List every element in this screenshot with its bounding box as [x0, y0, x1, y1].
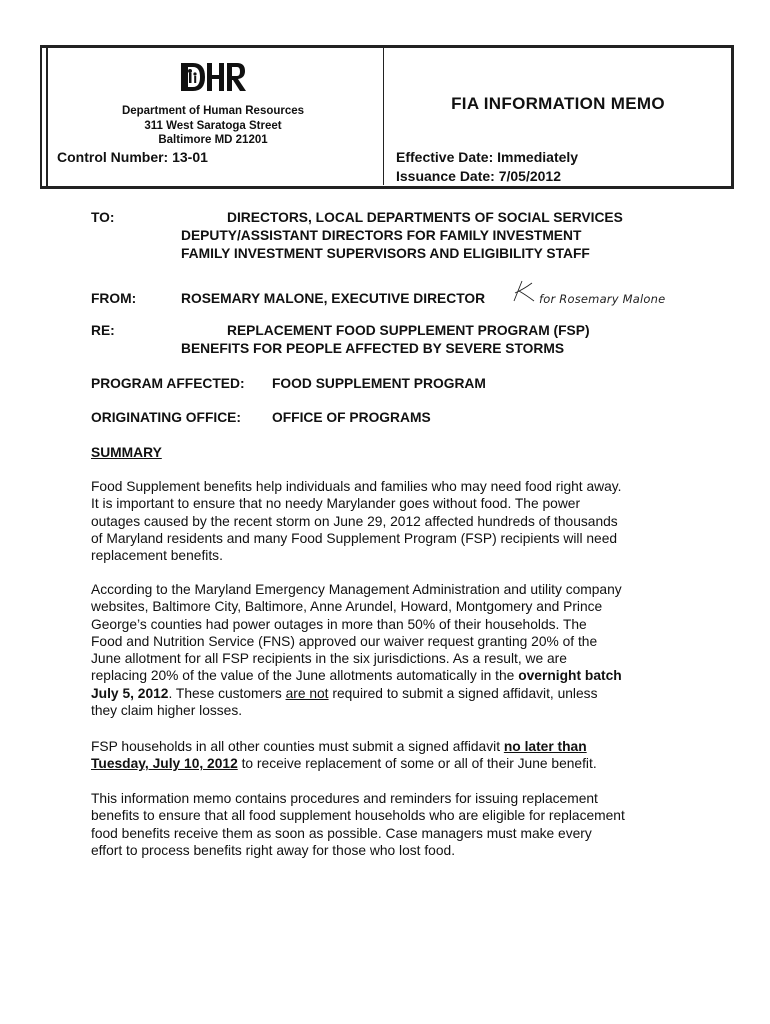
- re-label: RE:: [91, 323, 115, 338]
- header-divider: [383, 45, 384, 185]
- re-value: [181, 322, 590, 358]
- emphasis-deadline-date: Tuesday, July 10, 2012: [91, 756, 238, 772]
- to-line: DIRECTORS, LOCAL DEPARTMENTS OF SOCIAL SERVICES: [227, 210, 623, 225]
- signature-initial-icon: [510, 279, 538, 303]
- paragraph-line: effort to process benefits right away for those who lost food.: [91, 842, 456, 858]
- paragraph-line: websites, Baltimore City, Baltimore, Anne Arundel, Howard, Montgomery and Prince: [91, 599, 603, 615]
- paragraph-line: [91, 685, 691, 702]
- effective-date: Effective Date: Immediately: [396, 149, 579, 165]
- paragraph-line: This information memo contains procedures and reminders for issuing replacement: [91, 791, 598, 806]
- emphasis-july-5: July 5, 2012: [91, 685, 169, 701]
- paragraph-line: [91, 738, 691, 755]
- summary-heading: SUMMARY: [91, 445, 162, 460]
- paragraph-line: [91, 755, 691, 772]
- text-run: replacing 20% of the value of the June allotments automatically in the: [91, 668, 519, 684]
- program-affected-value: FOOD SUPPLEMENT PROGRAM: [272, 376, 486, 391]
- to-line: DEPUTY/ASSISTANT DIRECTORS FOR FAMILY INVESTMENT: [181, 228, 582, 243]
- re-line: BENEFITS FOR PEOPLE AFFECTED BY SEVERE STORMS: [181, 341, 565, 356]
- paragraph-line: According to the Maryland Emergency Management Administration and utility company: [91, 582, 622, 597]
- paragraph-line: George’s counties had power outages in more than 50% of their households. The: [91, 616, 587, 632]
- issuance-date: Issuance Date: 7/05/2012: [396, 168, 561, 184]
- program-affected-label: PROGRAM AFFECTED:: [91, 376, 245, 391]
- summary-paragraph-3: [91, 738, 691, 773]
- paragraph-line: It is important to ensure that no needy Marylander goes without food. The power: [91, 496, 581, 512]
- from-value: ROSEMARY MALONE, EXECUTIVE DIRECTOR: [181, 291, 486, 306]
- emphasis-overnight-batch: overnight batch: [518, 668, 622, 684]
- emphasis-no-later-than: no later than: [503, 739, 587, 754]
- text-run: required to submit a signed affidavit, unless: [328, 685, 598, 701]
- department-address: [96, 104, 330, 148]
- text-run: to receive replacement of some or all of their June benefit.: [237, 756, 597, 772]
- originating-office-label: ORIGINATING OFFICE:: [91, 410, 241, 425]
- department-name: Department of Human Resources: [121, 105, 305, 117]
- header-left-rule: [40, 45, 42, 187]
- paragraph-line: food benefits receive them as soon as possible. Case managers must make every: [91, 825, 592, 841]
- summary-paragraph-2: [91, 581, 691, 719]
- summary-paragraph-1: [91, 478, 691, 564]
- to-line: FAMILY INVESTMENT SUPERVISORS AND ELIGIBILITY STAFF: [181, 246, 590, 261]
- signature-note: for Rosemary Malone: [539, 292, 666, 306]
- re-line: REPLACEMENT FOOD SUPPLEMENT PROGRAM (FSP): [227, 323, 590, 338]
- paragraph-line: of Maryland residents and many Food Supplement Program (FSP) recipients will need: [91, 530, 618, 546]
- to-label: TO:: [91, 210, 115, 225]
- control-number: Control Number: 13-01: [57, 149, 208, 165]
- from-label: FROM:: [91, 291, 137, 306]
- paragraph-line: benefits to ensure that all food supplement households who are eligible for replacement: [91, 808, 625, 824]
- paragraph-line: June allotment for all FSP recipients in the six jurisdictions. As a result, we are: [91, 651, 567, 667]
- dhr-logo: [181, 60, 247, 94]
- address-city: Baltimore MD 21201: [158, 134, 268, 146]
- paragraph-line: they claim higher losses.: [91, 703, 243, 719]
- memo-title: FIA INFORMATION MEMO: [451, 94, 665, 113]
- emphasis-are-not: are not: [285, 685, 329, 701]
- paragraph-line: [91, 667, 691, 684]
- text-run: FSP households in all other counties must submit a signed affidavit: [91, 739, 504, 754]
- text-run: . These customers: [168, 685, 286, 701]
- paragraph-line: replacement benefits.: [91, 548, 223, 564]
- paragraph-line: Food Supplement benefits help individuals and families who may need food right away.: [91, 479, 622, 494]
- address-street: 311 West Saratoga Street: [144, 119, 282, 132]
- originating-office-value: OFFICE OF PROGRAMS: [272, 410, 431, 425]
- to-value: [181, 209, 623, 263]
- paragraph-line: outages caused by the recent storm on June 29, 2012 affected hundreds of thousands: [91, 513, 618, 529]
- summary-paragraph-4: [91, 790, 691, 859]
- header-left-rule-inner: [46, 45, 48, 187]
- paragraph-line: Food and Nutrition Service (FNS) approved our waiver request granting 20% of the: [91, 633, 598, 649]
